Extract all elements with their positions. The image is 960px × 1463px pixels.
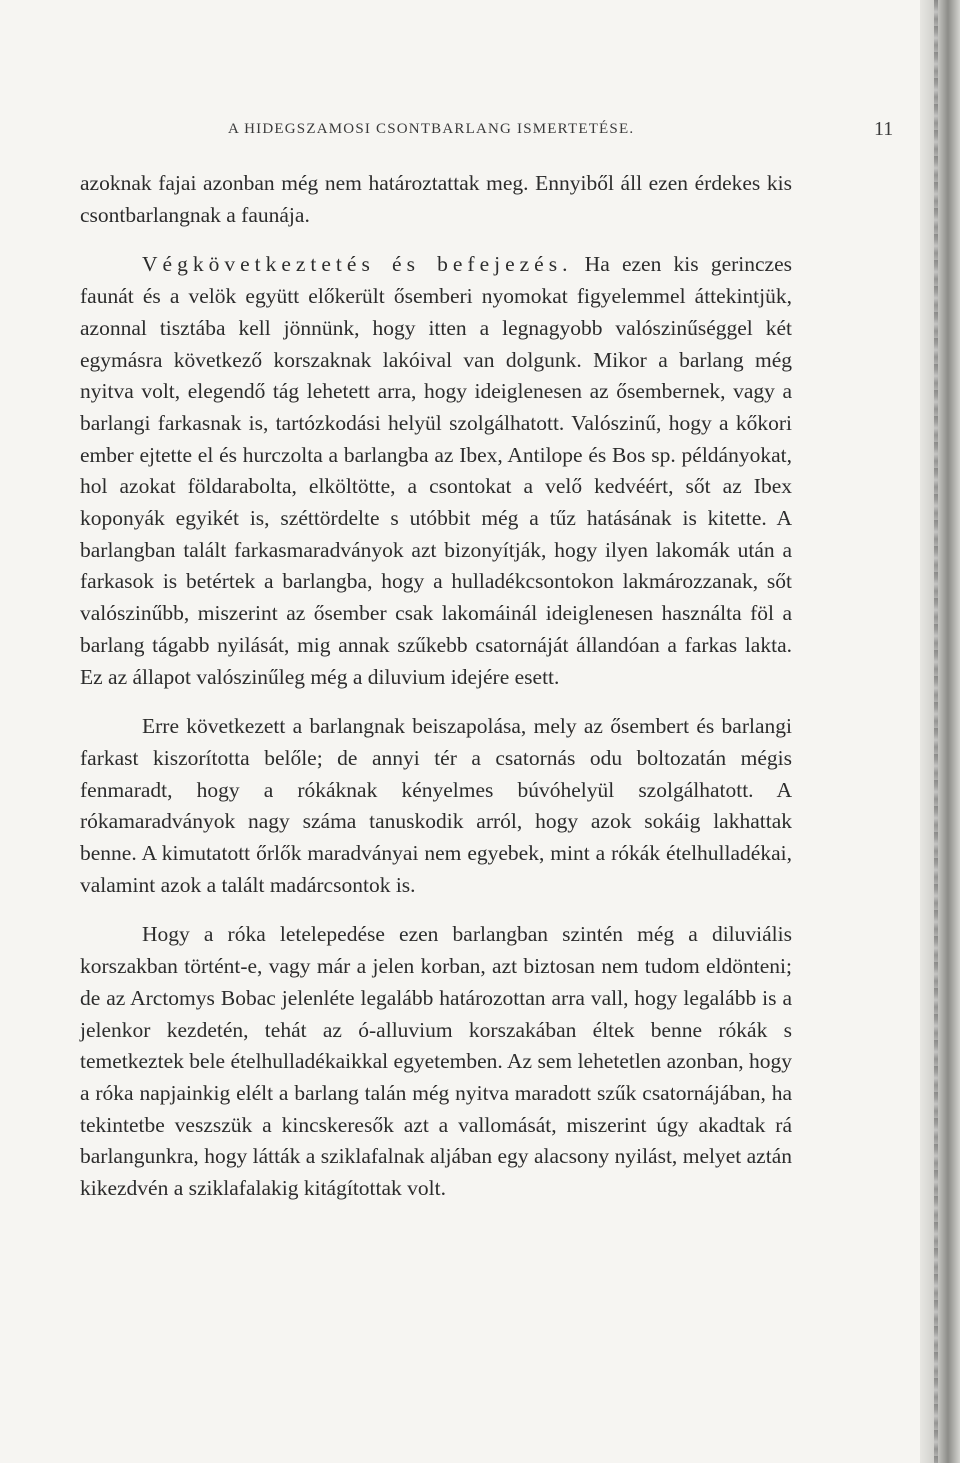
- paragraph-conclusion: [80, 249, 792, 693]
- running-title: A HIDEGSZAMOSI CSONTBARLANG ISMERTETÉSE.: [228, 121, 635, 137]
- section-heading-spaced: Végkövetkeztetés és befejezés.: [142, 252, 573, 277]
- paragraph-silting: Erre következett a barlangnak beiszapolása, mely az ősembert és barlangi farkast kiszorította belőle; de annyi tér a csatornás odu boltozatán mégis fenmaradt, hogy a rókáknak kényelmes búvóhelyül szolgálhatott. A rókamaradványok nagy száma tanuskodik arról, hogy azok sokáig lakhattak benne. A kimutatott őrlők maradványai nem egyebek, mint a rókák ételhulladékai, valamint azok a talált madárcsontok is.: [80, 714, 792, 897]
- paragraph-conclusion-text: Ha ezen kis gerinczes faunát és a velök együtt előkerült ősemberi nyomokat figyelemmel áttekintjük, azonnal tisztába kell jönnünk, hogy itten a legnagyobb valószinűséggel két egymásra következő korszaknak lakóival van dolgunk. Mikor a barlang még nyitva volt, elegendő tág lehetett arra, hogy ideiglenesen az ősembernek, vagy a barlangi farkasnak is, tartózkodási helyül szolgálhatott. Valószinű, hogy a kőkori ember ejtette el és hurczolta a barlangba az Ibex, Antilope és Bos sp. példányokat, hol azokat földarabolta, elköltötte, a csontokat a velő kedvéért, sőt az Ibex koponyák egyikét is, széttördelte s utóbbit még a tűz hatásának is kitette. A barlangban talált farkasmaradványok azt bizonyítják, hogy ilyen lakomák után a farkasok is betértek a barlangba, hogy a hulladékcsontokon lakmározzanak, sőt valószinűbb, miszerint az ősember csak lakomáinál ideiglenesen használta föl a barlang tágabb nyilását, mig annak szűkebb csatornáját állandóan a farkas lakta. Ez az állapot valószinűleg még a diluvium idejére esett.: [80, 252, 792, 689]
- paragraph-fauna-ending: azoknak fajai azonban még nem határoztattak meg. Ennyiből áll ezen érdekes kis csontbarlangnak a faunája.: [80, 171, 792, 227]
- page-number: 11: [874, 118, 894, 140]
- scan-page-edge: [920, 0, 960, 1463]
- paragraph-fox-settlement: Hogy a róka letelepedése ezen barlangban szintén még a diluviális korszakban történt-e, vagy már a jelen korban, azt biztosan nem tudom eldönteni; de az Arctomys Bobac jelenléte legalább határozottan arra vall, hogy legalább is a jelenkor kezdetén, tehát az ó-alluvium korszakában éltek benne rókák s temetkeztek bele ételhulladékaikkal egyetemben. Az sem lehetetlen azonban, hogy a róka napjainkig elélt a barlang talán még nyitva maradott szűk csatornájában, ha tekintetbe veszszük a kincskeresők azt a vallomását, miszerint úgy akadtak rá barlangunkra, hogy látták a sziklafalnak aljában egy alacsony nyilást, melyet aztán kikezdvén a sziklafalakig kitágítottak volt.: [80, 922, 792, 1201]
- body-text: [80, 168, 792, 1223]
